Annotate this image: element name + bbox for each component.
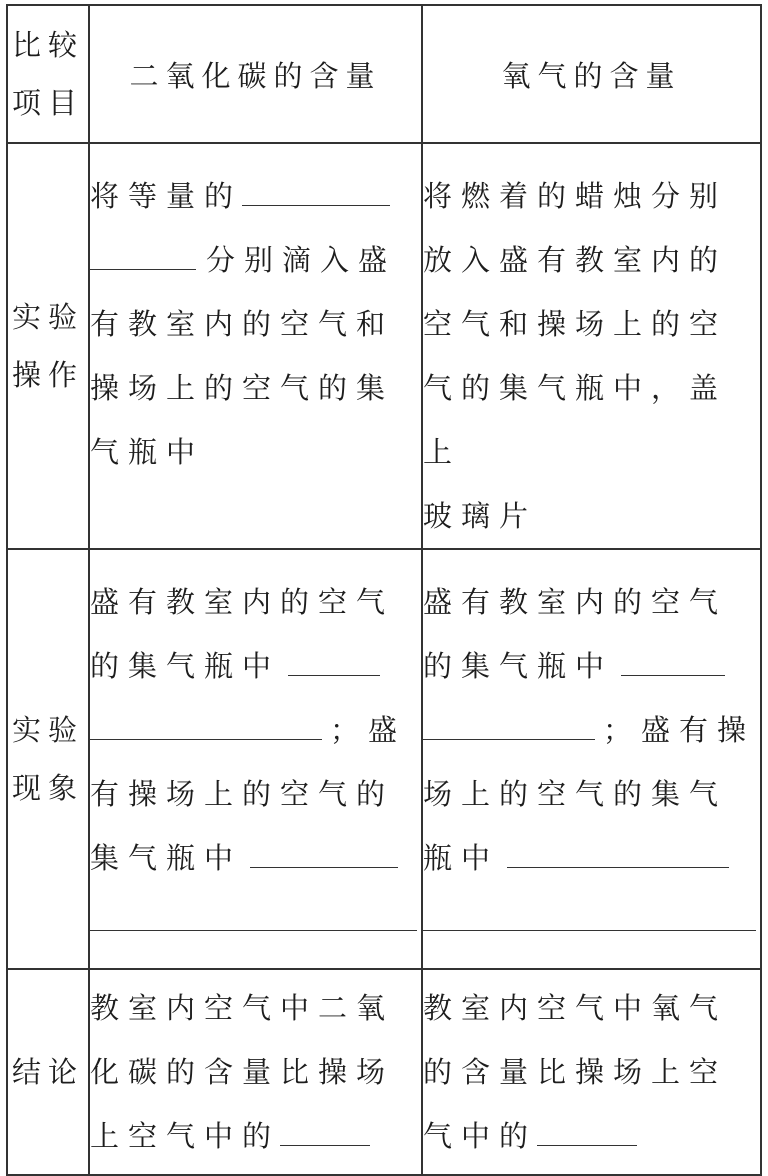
co2-phenomenon-text-2: 的集气瓶中 xyxy=(90,649,281,683)
o2-operation-text-1: 将燃着的蜡烛分别 xyxy=(423,179,728,213)
phenomenon-label-line1: 实验 xyxy=(11,713,84,747)
co2-operation-text-4: 操场上的空气的集 xyxy=(90,371,395,405)
co2-phenomenon-text-4: 有操场上的空气的 xyxy=(90,777,395,811)
operation-row xyxy=(7,143,761,549)
classroom-o2-blank-continued[interactable] xyxy=(423,709,595,740)
co2-phenomenon-text-3: ；盛 xyxy=(330,713,407,747)
co2-conclusion-text-1: 教室内空气中二氧 xyxy=(90,991,395,1025)
co2-column-header: 二氧化碳的含量 xyxy=(89,5,422,143)
o2-phenomenon-text-5: 瓶中 xyxy=(423,841,500,875)
co2-operation-text-1: 将等量的 xyxy=(90,179,243,213)
co2-phenomenon-text-5: 集气瓶中 xyxy=(90,841,243,875)
corner-header-cell xyxy=(7,5,89,143)
phenomenon-label-line2: 现象 xyxy=(11,771,84,805)
co2-operation-text-3: 有教室内的空气和 xyxy=(90,307,395,341)
co2-phenomenon-cell xyxy=(89,549,422,969)
o2-operation-text-4: 气的集气瓶中，盖上 xyxy=(423,371,728,469)
playground-co2-blank[interactable] xyxy=(250,837,398,868)
playground-co2-blank-continued[interactable] xyxy=(90,890,417,931)
reagent-blank[interactable] xyxy=(242,175,390,206)
co2-conclusion-text-2: 化碳的含量比操场 xyxy=(90,1055,395,1089)
classroom-o2-blank[interactable] xyxy=(621,645,725,676)
o2-phenomenon-text-1: 盛有教室内的空气 xyxy=(423,585,728,619)
header-row xyxy=(7,5,761,143)
operation-row-label xyxy=(7,143,89,549)
corner-label-line1: 比较 xyxy=(11,28,84,62)
reagent-blank-continued[interactable] xyxy=(90,239,196,270)
o2-operation-text-2: 放入盛有教室内的 xyxy=(423,243,728,277)
phenomenon-row-label xyxy=(7,549,89,969)
o2-operation-text-3: 空气和操场上的空 xyxy=(423,307,728,341)
o2-column-header: 氧气的含量 xyxy=(422,5,761,143)
co2-operation-text-2: 分别滴入盛 xyxy=(206,243,397,277)
playground-o2-blank[interactable] xyxy=(507,837,729,868)
o2-phenomenon-text-4: 场上的空气的集气 xyxy=(423,777,728,811)
o2-phenomenon-text-3: ；盛有操 xyxy=(603,713,756,747)
o2-operation-cell xyxy=(422,143,761,549)
o2-phenomenon-text-2: 的集气瓶中 xyxy=(423,649,614,683)
conclusion-row xyxy=(7,969,761,1175)
o2-phenomenon-cell xyxy=(422,549,761,969)
operation-label-line2: 操作 xyxy=(11,358,84,392)
playground-o2-blank-continued[interactable] xyxy=(423,890,756,931)
co2-conclusion-text-3: 上空气中的 xyxy=(90,1119,281,1153)
comparison-table xyxy=(6,4,762,1176)
o2-conclusion-cell xyxy=(422,969,761,1175)
co2-phenomenon-text-1: 盛有教室内的空气 xyxy=(90,585,395,619)
o2-operation-text-5: 玻璃片 xyxy=(423,499,538,533)
o2-conclusion-text-3: 气中的 xyxy=(423,1119,538,1153)
o2-conclusion-text-2: 的含量比操场上空 xyxy=(423,1055,728,1089)
classroom-co2-blank-continued[interactable] xyxy=(90,709,322,740)
o2-conclusion-text-1: 教室内空气中氧气 xyxy=(423,991,728,1025)
co2-operation-text-5: 气瓶中 xyxy=(90,435,205,469)
co2-conclusion-cell xyxy=(89,969,422,1175)
co2-operation-cell xyxy=(89,143,422,549)
operation-label-line1: 实验 xyxy=(11,300,84,334)
phenomenon-row xyxy=(7,549,761,969)
conclusion-row-label: 结论 xyxy=(7,969,89,1175)
classroom-co2-blank[interactable] xyxy=(288,645,380,676)
corner-label-line2: 项目 xyxy=(11,86,84,120)
